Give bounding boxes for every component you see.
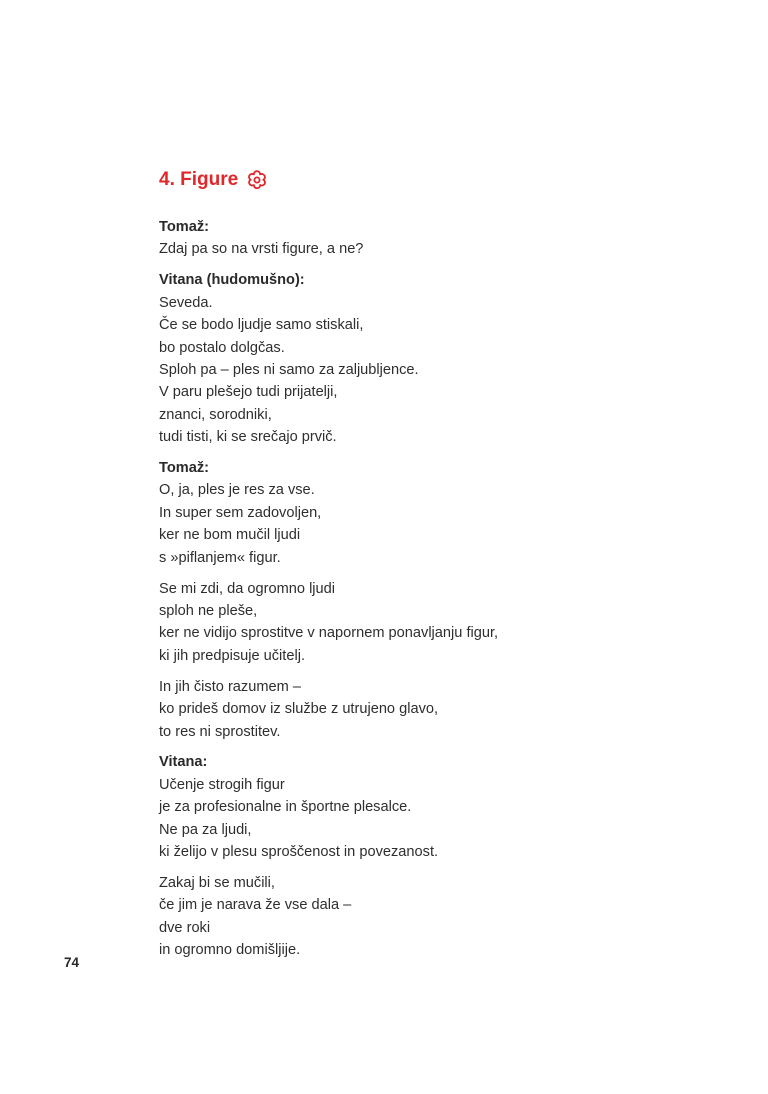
dialogue-block <box>159 216 679 261</box>
dialogue-line: ki jih predpisuje učitelj. <box>159 647 306 664</box>
dialogue-line: tudi tisti, ki se srečajo prvič. <box>159 429 337 446</box>
dialogue-line: Učenje strogih figur <box>159 776 285 793</box>
section-heading <box>159 166 268 194</box>
dialogue-line: V paru plešejo tudi prijatelji, <box>159 384 338 401</box>
dialogue-line: In super sem zadovoljen, <box>159 504 322 521</box>
dialogue-line: ker ne vidijo sprostitve v napornem ponavljanju figur, <box>159 625 499 642</box>
dialogue-line: ko prideš domov iz službe z utrujeno glavo, <box>159 701 439 718</box>
dialogue-line: ki želijo v plesu sproščenost in povezanost. <box>159 844 439 861</box>
speaker-name: Vitana (hudomušno): <box>159 272 305 289</box>
dialogue-line: Sploh pa – ples ni samo za zaljubljence. <box>159 361 419 378</box>
page-number: 74 <box>64 955 80 970</box>
dialogue-content <box>159 216 679 970</box>
dialogue-line: O, ja, ples je res za vse. <box>159 482 315 499</box>
dialogue-line: Če se bodo ljudje samo stiskali, <box>159 317 364 334</box>
dialogue-block <box>159 872 679 962</box>
speaker-name: Vitana: <box>159 754 208 771</box>
dialogue-block <box>159 457 679 569</box>
dialogue-line: to res ni sprostitev. <box>159 723 281 740</box>
section-title: 4. Figure <box>159 169 239 190</box>
speaker-name: Tomaž: <box>159 219 209 235</box>
dialogue-block <box>159 269 679 448</box>
dialogue-line: Ne pa za ljudi, <box>159 821 252 838</box>
dialogue-line: Zakaj bi se mučili, <box>159 874 275 891</box>
dialogue-line: dve roki <box>159 919 211 936</box>
dialogue-line: in ogromno domišljije. <box>159 942 301 959</box>
dialogue-line: je za profesionalne in športne plesalce. <box>159 799 412 816</box>
dialogue-line: Se mi zdi, da ogromno ljudi <box>159 580 336 597</box>
dialogue-block <box>159 578 679 668</box>
dialogue-line: bo postalo dolgčas. <box>159 339 285 356</box>
dialogue-line: ker ne bom mučil ljudi <box>159 527 301 544</box>
dialogue-line: In jih čisto razumem – <box>159 678 301 695</box>
dialogue-line: s »piflanjem« figur. <box>159 549 281 566</box>
flower-outline-icon <box>246 169 268 191</box>
dialogue-line: sploh ne pleše, <box>159 603 258 619</box>
dialogue-line: znanci, sorodniki, <box>159 406 272 423</box>
speaker-name: Tomaž: <box>159 460 209 477</box>
dialogue-block <box>159 751 679 863</box>
dialogue-line: če jim je narava že vse dala – <box>159 897 352 914</box>
dialogue-block <box>159 676 679 743</box>
dialogue-line: Seveda. <box>159 294 213 311</box>
dialogue-line: Zdaj pa so na vrsti figure, a ne? <box>159 241 364 258</box>
